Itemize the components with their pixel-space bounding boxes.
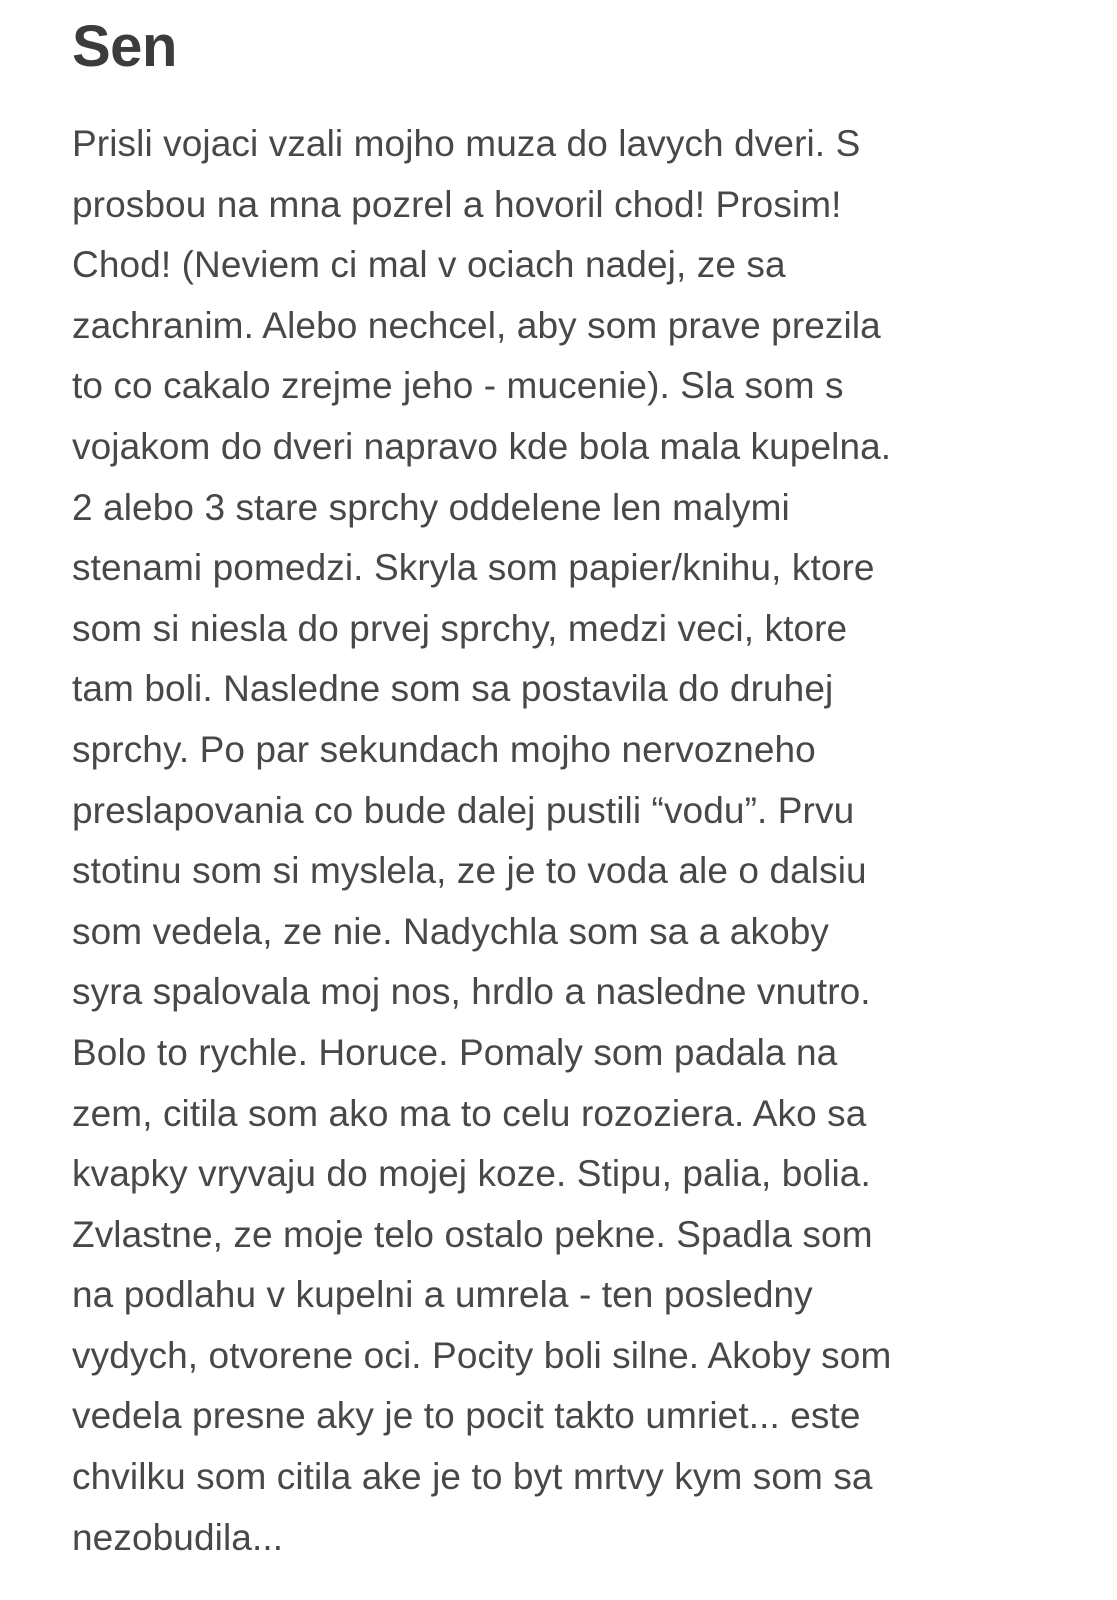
note-body-line: som vedela, ze nie. Nadychla som sa a akoby <box>72 910 830 952</box>
note-body-line: zachranim. Alebo nechcel, aby som prave prezila <box>72 304 881 346</box>
note-body-line: Chod! (Neviem ci mal v ociach nadej, ze sa <box>72 244 786 286</box>
note-title[interactable]: Sen <box>72 14 177 79</box>
note-body-line: zem, citila som ako ma to celu rozoziera. Ako sa <box>72 1092 867 1134</box>
note-body-line: som si niesla do prvej sprchy, medzi veci, ktore <box>72 607 848 649</box>
note-body[interactable] <box>72 100 1072 1568</box>
note-body-line: Zvlastne, ze moje telo ostalo pekne. Spadla som <box>72 1213 873 1255</box>
note-body-line: Bolo to rychle. Horuce. Pomaly som padala na <box>72 1031 838 1073</box>
note-body-line: vojakom do dveri napravo kde bola mala kupelna. <box>72 425 892 467</box>
note-body-line: preslapovania co bude dalej pustili “vodu”. Prvu <box>72 789 855 831</box>
note-body-line: tam boli. Nasledne som sa postavila do druhej <box>72 668 834 710</box>
note-body-line: na podlahu v kupelni a umrela - ten posledny <box>72 1274 813 1316</box>
note-body-line: nezobudila... <box>72 1516 284 1558</box>
note-body-line: prosbou na mna pozrel a hovoril chod! Prosim! <box>72 183 842 225</box>
note-body-line: vedela presne aky je to pocit takto umriet... este <box>72 1395 861 1437</box>
note-body-line: stotinu som si myslela, ze je to voda ale o dalsiu <box>72 850 867 892</box>
note-body-line: vydych, otvorene oci. Pocity boli silne. Akoby som <box>72 1334 892 1376</box>
note-body-line: chvilku som citila ake je to byt mrtvy kym som sa <box>72 1456 873 1498</box>
note-body-line: syra spalovala moj nos, hrdlo a nasledne vnutro. <box>72 971 871 1013</box>
note-body-line: to co cakalo zrejme jeho - mucenie). Sla som s <box>72 365 844 407</box>
note-body-line: sprchy. Po par sekundach mojho nervozneho <box>72 728 816 770</box>
note-body-line: kvapky vryvaju do mojej koze. Stipu, palia, bolia. <box>72 1153 871 1195</box>
note-body-line: stenami pomedzi. Skryla som papier/knihu, ktore <box>72 547 875 589</box>
note-body-line: 2 alebo 3 stare sprchy oddelene len malymi <box>72 486 790 528</box>
note-view[interactable] <box>72 0 1072 1568</box>
note-body-line: Prisli vojaci vzali mojho muza do lavych dveri. S <box>72 123 861 164</box>
